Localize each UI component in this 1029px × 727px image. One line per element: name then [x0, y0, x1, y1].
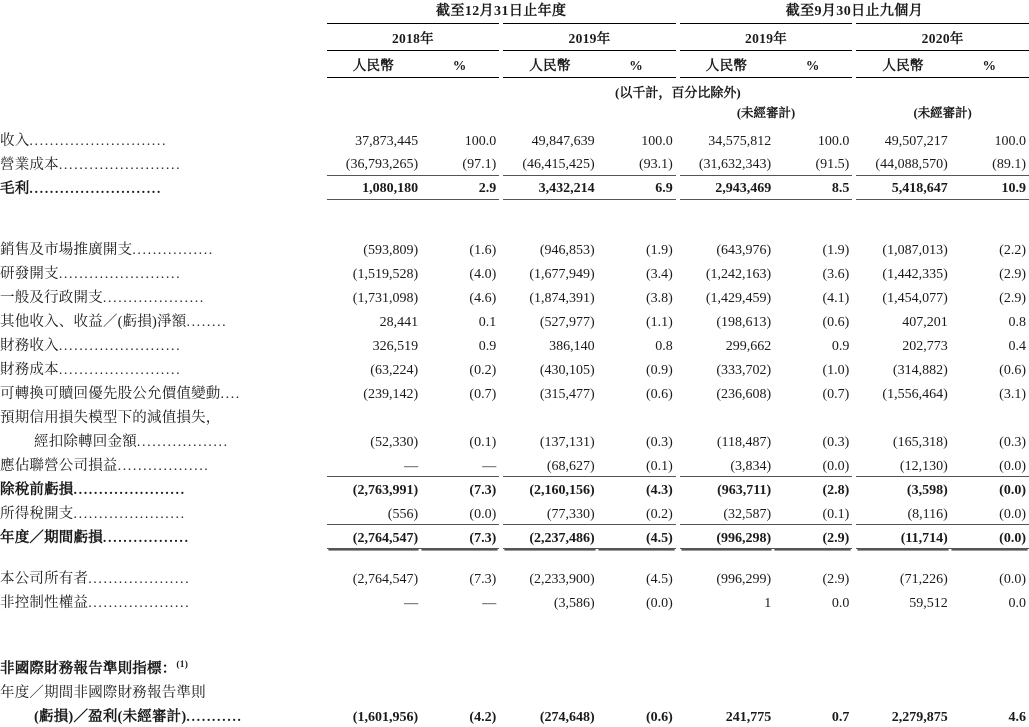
table-row	[0, 565, 1029, 589]
cell-percent	[950, 679, 1029, 703]
leader-dots: ......................	[73, 483, 186, 498]
table-row	[0, 703, 1029, 727]
row-spacer	[0, 634, 1029, 655]
cell-amount: (946,853)	[539, 243, 595, 258]
income-statement-table	[0, 0, 1029, 127]
cell-amount: 5,418,647	[856, 175, 949, 199]
cell-amount: (1,442,335)	[882, 267, 948, 282]
cell-percent: (0.2)	[597, 501, 676, 525]
cell-percent: (0.0)	[950, 525, 1029, 549]
table-row	[0, 175, 1029, 199]
header-corner-blank	[0, 0, 327, 24]
leader-dots: ........................	[58, 363, 182, 378]
header-year-blank	[0, 24, 327, 51]
note-blank	[0, 78, 327, 103]
row-label-text: 財務收入	[0, 338, 59, 354]
cell-amount: (1,874,391)	[529, 291, 595, 306]
cell-percent: (0.0)	[822, 458, 850, 474]
row-label	[0, 309, 327, 333]
cell-percent: 100.0	[464, 133, 497, 149]
cell-percent: 0.9	[478, 339, 497, 354]
cell-percent	[773, 655, 852, 679]
table-row	[0, 501, 1029, 525]
cell-percent: (7.3)	[420, 477, 499, 501]
header-unit-rmb-2019a: 人民幣	[503, 51, 596, 78]
header-unit-rmb-2020i: 人民幣	[856, 51, 949, 78]
cell-percent: (2.9)	[822, 571, 850, 587]
cell-percent: (2.8)	[773, 477, 852, 501]
row-label-text: 預期信用損失模型下的減值損失，	[0, 410, 221, 426]
cell-percent: (2.9)	[999, 291, 1026, 306]
cell-percent: (0.3)	[645, 435, 673, 450]
cell-amount	[327, 655, 420, 679]
cell-amount: (137,131)	[539, 435, 595, 450]
cell-amount: (2,764,547)	[352, 571, 419, 587]
cell-percent: (4.3)	[597, 477, 676, 501]
cell-percent: (91.5)	[815, 157, 850, 172]
units-note: (以千計，百分比除外)	[615, 85, 741, 100]
cell-amount	[856, 655, 949, 679]
table-row	[0, 429, 1029, 453]
unaudited-note-2019i: (未經審計)	[736, 106, 796, 120]
cell-amount: (1,429,459)	[705, 291, 772, 306]
cell-percent: (1.0)	[822, 363, 850, 378]
cell-percent: (0.6)	[822, 315, 850, 330]
cell-amount: (46,415,425)	[522, 157, 595, 172]
cell-amount: (71,226)	[899, 571, 948, 587]
cell-percent: (3.4)	[645, 267, 673, 282]
header-group-right: 截至9月30日止九個月	[785, 4, 924, 19]
cell-percent	[950, 405, 1029, 429]
leader-dots: ....................	[102, 291, 205, 306]
cell-percent: (0.3)	[999, 435, 1026, 450]
cell-percent: 2.9	[420, 175, 499, 199]
cell-percent: (0.6)	[645, 387, 673, 402]
header-unit-blank	[0, 51, 327, 78]
table-row	[0, 333, 1029, 357]
cell-percent: (97.1)	[462, 157, 497, 172]
leader-dots: ........................	[58, 339, 182, 354]
table-row	[0, 237, 1029, 261]
cell-percent	[597, 405, 676, 429]
cell-amount	[327, 679, 420, 703]
cell-amount: (3,586)	[553, 595, 595, 611]
table-row	[0, 589, 1029, 613]
header-group-row	[0, 0, 1029, 24]
cell-amount: (3,834)	[730, 458, 772, 474]
table-row	[0, 381, 1029, 405]
row-label	[0, 703, 327, 727]
cell-percent: (4.2)	[469, 709, 497, 725]
row-spacer	[0, 549, 1029, 566]
row-label-text: 財務成本	[0, 362, 59, 378]
cell-percent: (0.0)	[999, 458, 1026, 474]
cell-percent: (1.1)	[645, 315, 673, 330]
row-label	[0, 679, 327, 703]
cell-percent	[420, 655, 499, 679]
cell-percent: (2.9)	[773, 525, 852, 549]
cell-percent: (3.1)	[999, 387, 1026, 402]
cell-percent: (3.8)	[645, 291, 673, 306]
cell-percent: (2.9)	[999, 267, 1026, 282]
cell-percent: (0.3)	[822, 435, 850, 450]
cell-percent: (0.9)	[645, 363, 673, 378]
header-unit-rmb-2019i: 人民幣	[680, 51, 773, 78]
cell-amount: (3,598)	[856, 477, 949, 501]
cell-percent: 0.4	[1008, 339, 1026, 354]
cell-amount: (1,731,098)	[352, 291, 419, 306]
cell-percent: (4.0)	[469, 267, 497, 282]
note-blank	[0, 102, 327, 127]
row-label	[0, 655, 327, 679]
cell-amount: 1	[764, 595, 772, 611]
cell-amount: (198,613)	[716, 315, 772, 330]
cell-amount: —	[404, 595, 419, 611]
cell-amount: (77,330)	[503, 501, 596, 525]
table-row	[0, 477, 1029, 501]
cell-amount: (996,298)	[680, 525, 773, 549]
cell-amount: 299,662	[725, 339, 772, 354]
row-spacer	[0, 221, 1029, 237]
cell-amount	[680, 679, 773, 703]
table-row	[0, 453, 1029, 477]
header-year-2018: 2018年	[327, 24, 499, 51]
cell-amount: 407,201	[902, 315, 948, 330]
cell-amount: (118,487)	[716, 435, 772, 450]
header-group-left: 截至12月31日止年度	[436, 4, 567, 19]
row-label-text: 年度／期間非國際財務報告準則	[0, 684, 206, 701]
cell-percent	[773, 679, 852, 703]
row-label-text: 應佔聯營公司損益	[0, 458, 118, 474]
cell-percent: (0.1)	[469, 435, 497, 450]
unaudited-note-2020i: (未經審計)	[913, 106, 972, 120]
cell-percent: 0.7	[831, 709, 850, 725]
row-label-text: 年度／期間虧損	[0, 530, 103, 546]
row-label	[0, 453, 327, 477]
cell-percent: (0.1)	[645, 458, 673, 474]
cell-percent: 0.0	[831, 595, 850, 611]
cell-percent: —	[482, 458, 497, 474]
row-label	[0, 405, 327, 429]
cell-amount: (527,977)	[539, 315, 595, 330]
leader-dots: ........................	[58, 267, 182, 282]
leader-dots: ..................	[136, 435, 229, 450]
unaudited-note-blank	[327, 102, 680, 127]
cell-amount: 28,441	[379, 315, 419, 330]
leader-dots: ...........................	[29, 133, 168, 149]
row-label	[0, 261, 327, 285]
row-spacer	[0, 199, 1029, 221]
cell-amount: (1,242,163)	[705, 267, 772, 282]
row-label	[0, 333, 327, 357]
cell-amount: (314,882)	[892, 363, 948, 378]
leader-dots: .................	[102, 531, 190, 546]
cell-percent: 0.9	[831, 339, 850, 354]
cell-amount: 37,873,445	[355, 133, 419, 149]
cell-amount: (643,976)	[716, 243, 772, 258]
cell-amount: (165,318)	[892, 435, 948, 450]
cell-amount: —	[404, 458, 419, 474]
header-unit-pct-2019a: %	[597, 51, 676, 78]
cell-amount: (430,105)	[539, 363, 595, 378]
cell-amount: 49,507,217	[884, 133, 948, 149]
cell-percent: (4.1)	[822, 291, 850, 306]
cell-amount: 49,847,639	[531, 133, 595, 149]
header-unit-pct-2018: %	[420, 51, 499, 78]
footnote-marker: (1)	[176, 659, 189, 670]
row-label	[0, 127, 327, 151]
cell-percent: (3.6)	[822, 267, 850, 282]
row-label	[0, 357, 327, 381]
header-year-2019-annual: 2019年	[503, 24, 676, 51]
cell-percent: 0.0	[1008, 595, 1026, 611]
cell-percent: 0.8	[1008, 315, 1026, 330]
cell-percent: (0.1)	[773, 501, 852, 525]
table-row	[0, 679, 1029, 703]
cell-amount: (2,764,547)	[327, 525, 420, 549]
row-label-text: 其他收入、收益／(虧損)淨額	[0, 314, 187, 330]
cell-amount: (1,601,956)	[352, 709, 419, 725]
cell-percent: (0.6)	[645, 709, 673, 725]
cell-amount	[327, 405, 420, 429]
cell-amount: (12,130)	[899, 458, 948, 474]
cell-percent	[597, 679, 676, 703]
cell-percent: 10.9	[950, 175, 1029, 199]
cell-percent: (0.0)	[950, 501, 1029, 525]
cell-percent: (1.9)	[822, 243, 850, 258]
cell-amount: (1,677,949)	[529, 267, 595, 282]
table-row	[0, 655, 1029, 679]
cell-amount	[503, 679, 596, 703]
cell-amount	[856, 679, 949, 703]
leader-dots: ...........	[186, 709, 243, 725]
cell-percent: (0.0)	[420, 501, 499, 525]
row-label	[0, 429, 327, 453]
cell-amount	[503, 405, 596, 429]
cell-amount: (593,809)	[363, 243, 419, 258]
cell-amount: 59,512	[909, 595, 948, 611]
cell-amount	[680, 655, 773, 679]
cell-percent: 100.0	[641, 133, 673, 149]
header-unit-pct-2019i: %	[773, 51, 852, 78]
cell-amount: (8,116)	[856, 501, 949, 525]
cell-percent: (7.3)	[420, 525, 499, 549]
cell-amount: 2,279,875	[891, 709, 948, 725]
row-label	[0, 151, 327, 175]
cell-amount: (239,142)	[363, 387, 419, 402]
cell-amount: (2,237,486)	[503, 525, 596, 549]
row-label-text: 營業成本	[0, 156, 59, 173]
row-label-text: 經扣除轉回金額	[34, 434, 137, 450]
cell-percent: (4.5)	[597, 525, 676, 549]
cell-amount: (52,330)	[370, 435, 419, 450]
cell-amount: (1,454,077)	[882, 291, 948, 306]
table-row	[0, 309, 1029, 333]
cell-amount: (274,648)	[539, 709, 595, 725]
leader-dots: ....	[220, 387, 241, 402]
cell-percent: 0.8	[655, 339, 673, 354]
leader-dots: ....................	[88, 571, 191, 587]
leader-dots: ........	[186, 315, 228, 330]
cell-amount: (68,627)	[546, 458, 595, 474]
table-row	[0, 127, 1029, 151]
row-label-text: 收入	[0, 132, 30, 149]
table-row	[0, 261, 1029, 285]
cell-percent	[597, 655, 676, 679]
row-label	[0, 501, 327, 525]
leader-dots: ........................	[58, 157, 182, 173]
table-row	[0, 405, 1029, 429]
cell-percent: (4.5)	[645, 571, 673, 587]
cell-percent	[950, 655, 1029, 679]
cell-amount: 34,575,812	[708, 133, 772, 149]
cell-amount: (315,477)	[539, 387, 595, 402]
cell-amount: (1,519,528)	[352, 267, 419, 282]
cell-amount	[680, 405, 773, 429]
cell-amount: 3,432,214	[503, 175, 596, 199]
cell-amount: (31,632,343)	[698, 157, 772, 172]
cell-amount: (1,087,013)	[882, 243, 948, 258]
cell-percent: —	[482, 595, 497, 611]
cell-percent: (0.0)	[999, 571, 1026, 587]
cell-percent: (0.6)	[999, 363, 1026, 378]
cell-percent: 6.9	[597, 175, 676, 199]
row-label-text: 本公司所有者	[0, 570, 89, 587]
cell-amount: (333,702)	[716, 363, 772, 378]
row-label-text: 研發開支	[0, 266, 59, 282]
cell-amount: (2,160,156)	[503, 477, 596, 501]
header-units-note-row	[0, 78, 1029, 103]
row-label	[0, 565, 327, 589]
header-year-2019-interim: 2019年	[680, 24, 852, 51]
row-label	[0, 525, 327, 549]
cell-amount: (2,763,991)	[327, 477, 420, 501]
cell-percent: (1.9)	[645, 243, 673, 258]
cell-percent	[420, 679, 499, 703]
cell-percent: (0.7)	[469, 387, 497, 402]
cell-percent: (0.7)	[822, 387, 850, 402]
table-row	[0, 525, 1029, 549]
cell-percent: (93.1)	[638, 157, 673, 172]
row-label-text: 銷售及市場推廣開支	[0, 242, 133, 258]
cell-percent: (2.2)	[999, 243, 1026, 258]
row-label	[0, 589, 327, 613]
row-label-text: 非國際財務報告準則指標：	[0, 660, 177, 677]
cell-amount: (11,714)	[856, 525, 949, 549]
cell-amount: (44,088,570)	[875, 157, 948, 172]
leader-dots: ....................	[88, 595, 191, 611]
cell-amount	[856, 405, 949, 429]
header-year-row	[0, 24, 1029, 51]
cell-percent: 4.6	[1008, 709, 1026, 725]
cell-amount: (556)	[327, 501, 420, 525]
cell-amount: 326,519	[372, 339, 419, 354]
cell-amount: (63,224)	[370, 363, 419, 378]
row-label-text: 所得稅開支	[0, 506, 74, 522]
row-label	[0, 285, 327, 309]
cell-percent: (1.6)	[469, 243, 497, 258]
header-unaudited-note-row	[0, 102, 1029, 127]
cell-amount: (32,587)	[680, 501, 773, 525]
leader-dots: ................	[132, 243, 214, 258]
header-unit-pct-2020i: %	[950, 51, 1029, 78]
cell-percent: 0.1	[478, 315, 497, 330]
row-spacer	[0, 613, 1029, 634]
cell-amount: 202,773	[902, 339, 948, 354]
header-year-2020-interim: 2020年	[856, 24, 1029, 51]
cell-amount: (2,233,900)	[529, 571, 595, 587]
row-label	[0, 477, 327, 501]
cell-amount: (963,711)	[680, 477, 773, 501]
row-label	[0, 175, 327, 199]
row-label	[0, 381, 327, 405]
cell-percent: (0.0)	[950, 477, 1029, 501]
cell-amount: 1,080,180	[327, 175, 420, 199]
cell-amount: (36,793,265)	[345, 157, 419, 172]
cell-amount: 241,775	[725, 709, 772, 725]
cell-amount	[503, 655, 596, 679]
cell-percent: (89.1)	[992, 157, 1026, 172]
row-label-text: (虧損)／盈利(未經審計)	[34, 708, 187, 725]
cell-percent: (4.6)	[469, 291, 497, 306]
header-unit-row	[0, 51, 1029, 78]
cell-amount: (236,608)	[716, 387, 772, 402]
table-row	[0, 285, 1029, 309]
cell-percent: (7.3)	[469, 571, 497, 587]
table-row	[0, 357, 1029, 381]
cell-percent: (0.0)	[645, 595, 673, 611]
row-label-text: 非控制性權益	[0, 594, 89, 611]
cell-amount: (996,299)	[716, 571, 772, 587]
income-statement-body	[0, 127, 1029, 727]
row-label-text: 除稅前虧損	[0, 482, 74, 498]
cell-percent: (0.2)	[469, 363, 497, 378]
cell-percent: 8.5	[773, 175, 852, 199]
leader-dots: ......................	[73, 507, 186, 522]
leader-dots: ..................	[117, 459, 210, 474]
cell-amount: (1,556,464)	[882, 387, 948, 402]
row-label	[0, 237, 327, 261]
cell-percent: 100.0	[994, 133, 1026, 149]
header-unit-rmb-2018: 人民幣	[327, 51, 420, 78]
table-row	[0, 151, 1029, 175]
cell-percent	[420, 405, 499, 429]
leader-dots: ..........................	[29, 181, 163, 197]
row-label-text: 可轉換可贖回優先股公允價值變動	[0, 386, 221, 402]
cell-percent	[773, 405, 852, 429]
cell-amount: 386,140	[549, 339, 595, 354]
cell-percent: 100.0	[817, 133, 850, 149]
row-label-text: 一般及行政開支	[0, 290, 103, 306]
row-label-text: 毛利	[0, 180, 30, 197]
cell-amount: 2,943,469	[680, 175, 773, 199]
